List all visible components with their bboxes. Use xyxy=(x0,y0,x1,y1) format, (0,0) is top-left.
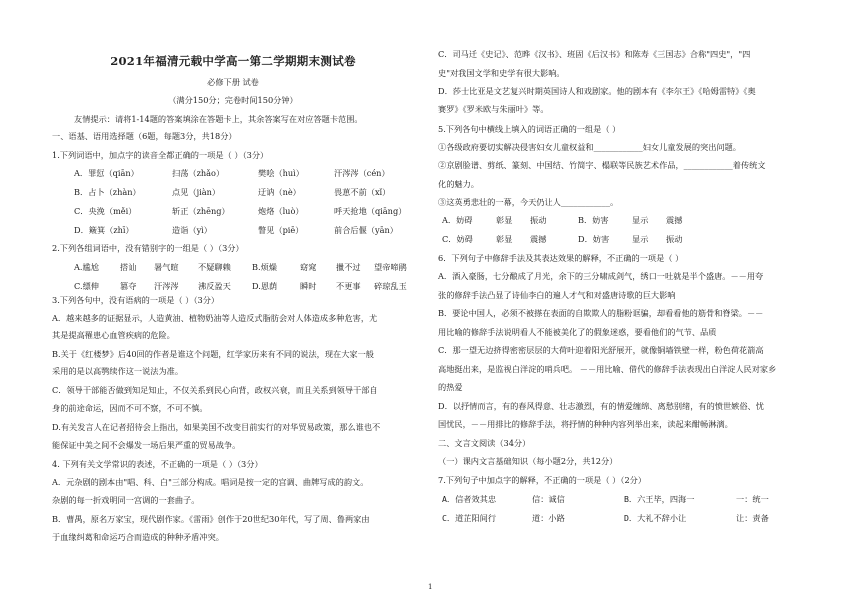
exam-score-time: （满分150分；完卷时间150分钟） xyxy=(168,95,298,105)
q1-option: 畏葸不前（xǐ） xyxy=(334,187,391,197)
q4-line: 于血缘纠葛和命运巧合而造成的种种矛盾冲突。 xyxy=(52,532,224,542)
q5-option: 振动 xyxy=(530,215,547,225)
q1-option: 樊哙（huì） xyxy=(258,168,304,178)
q1-option: 迂讷（nè） xyxy=(258,187,301,197)
q1-option: 扫荡（zhǎo） xyxy=(172,168,225,178)
q6-line: 高地挺出来，是监视白洋淀的哨兵吧。 －－用比喻、借代的修辞手法表现出白洋淀人民对家乡 xyxy=(438,364,777,374)
question-3: 3.下列各句中，没有语病的一项是（ ）（3分） xyxy=(52,295,220,305)
q7-option: 道：小路 xyxy=(532,513,565,523)
q5-option: D．妨害 xyxy=(578,234,610,244)
q5-line: ②京剧脸谱、剪纸、篆刻、中国结、竹简字、榻联等民族艺术作品，____________着传统文 xyxy=(438,160,766,170)
q7-option: 信：诚信 xyxy=(532,494,565,504)
q2-option: 汗涔涔 xyxy=(154,281,179,291)
q4-line: 赛罗》《罗米欧与朱丽叶》等。 xyxy=(438,104,549,114)
q6-line: B．要论中国人，必须不被搽在表面的自欺欺人的脂粉诓骗，却看看他的筋骨和脊梁。－－ xyxy=(438,308,764,318)
question-6: 6．下列句子中修辞手法及其表达效果的解释，不正确的一项是（ ） xyxy=(438,253,684,263)
q2-option: 不疑聊赖 xyxy=(198,262,231,272)
question-7: 7.下列句子中加点字的解释，不正确的一项是（ ）（2分） xyxy=(438,475,647,485)
q4-line: B．曹禺，原名万家宝，现代剧作家。《雷雨》创作于20世纪30年代，写了周、鲁两家由 xyxy=(52,514,370,524)
q2-option: 不更事 xyxy=(336,281,361,291)
q6-line: D．以抒情而言，有的春风得意、壮志激烈，有的情爱缠绵、离愁别绪，有的愤世嫉俗、忧 xyxy=(438,401,764,411)
q1-option: 前合后偃（yān） xyxy=(334,225,398,235)
q6-line: 国忧民，－－用排比的修辞手法，将抒情的种种内容列举出来，读起来酣畅淋漓。 xyxy=(438,419,733,429)
q4-line: C．司马迁《史记》、范晔《汉书》、班固《后汉书》和陈寿《三国志》合称"四史"，"四 xyxy=(438,49,751,59)
question-1: 1.下列词语中，加点字的读音全都正确的一项是（ ）（3分） xyxy=(52,150,269,160)
q5-option: 震撼 xyxy=(530,234,547,244)
q5-option: 彰显 xyxy=(496,234,513,244)
q2-option: 窈窕 xyxy=(300,262,317,272)
q6-line: A．酒入豪肠，七分酿成了月光，余下的三分啸成剑气，绣口一吐就是半个盛唐。－－用夸 xyxy=(438,271,764,281)
q3-line: 身的前途命运，因而不可不察，不可不慎。 xyxy=(52,403,208,413)
q5-option: C．妨碍 xyxy=(442,234,473,244)
q3-line: A．越来越多的证据显示，人造黄油、植物奶油等人造反式脂肪会对人体造成多种危害，尤 xyxy=(52,313,378,323)
question-4: 4. 下列有关文学常识的表述，不正确的一项是（ ）（3分） xyxy=(52,459,263,469)
q5-option: 彰显 xyxy=(496,215,513,225)
q1-option: 造诣（yì） xyxy=(172,225,212,235)
q2-option: A.尴尬 xyxy=(74,262,99,272)
q2-option: B.烦燥 xyxy=(252,262,277,272)
q2-option: 瞬时 xyxy=(300,281,317,291)
q5-option: 震撼 xyxy=(666,215,683,225)
q2-option: 暑气暄 xyxy=(154,262,179,272)
q2-option: 碎琼乱玉 xyxy=(374,281,407,291)
q2-option: D.恩荫 xyxy=(252,281,278,291)
exam-title: 2021年福清元载中学高一第二学期期末测试卷 xyxy=(110,54,356,68)
q1-option: B．占卜（zhàn） xyxy=(74,187,141,197)
q3-line: 采用的是以高鹗续作这一说法为准。 xyxy=(52,366,184,376)
q3-line: B.关于《红楼梦》后40回的作者是谁这个问题，红学家历来有不同的说法，现在大家一般 xyxy=(52,349,374,359)
exam-subtitle: 必修下册 试卷 xyxy=(207,77,259,87)
q5-option: B．妨害 xyxy=(578,215,609,225)
q5-line: 化的魅力。 xyxy=(438,179,479,189)
q7-option: 一：统一 xyxy=(736,494,769,504)
q2-option: C.缥伸 xyxy=(74,281,99,291)
subsection-heading: （一）课内文言基础知识（每小题2分，共12分） xyxy=(438,456,618,466)
q3-line: C．领导干部能否做到知足知止，不仅关系到民心向背，政权兴衰，而且关系到领导干部自 xyxy=(52,385,378,395)
question-5: 5.下列各句中横线上填入的词语正确的一组是（ ） xyxy=(438,124,621,134)
q6-line: 用比喻的修辞手法说明看人不能被美化了的假象迷惑，要看他们的气节、品质 xyxy=(438,327,717,337)
q4-line: A．元杂剧的剧本由"唱、科、白"三部分构成。唱词是按一定的宫调、曲牌写成的韵文。 xyxy=(52,477,369,487)
q6-line: 张的修辞手法凸显了诗仙李白的遍人才气和对盛唐诗歌的巨大影响 xyxy=(438,290,676,300)
q5-option: 显示 xyxy=(632,215,649,225)
q7-option: A．信者效其忠 xyxy=(442,494,497,504)
q1-option: A．罪愆（qiān） xyxy=(74,168,139,178)
question-2: 2.下列各组词语中，没有错别字的一组是（ ）（3分） xyxy=(52,243,244,253)
q1-option: D．簸箕（zhī） xyxy=(74,225,134,235)
q7-option: C．道芷阳间行 xyxy=(442,513,497,523)
page-number: 1 xyxy=(428,583,433,591)
q6-line: C．那一望无边挤得密密层层的大荷叶迎着阳光舒展开，就像铜墙铁壁一样，粉色荷花箭高 xyxy=(438,345,764,355)
q2-option: 望帝啼鹃 xyxy=(374,262,407,272)
q5-option: 显示 xyxy=(632,234,649,244)
q1-option: 汗涔涔（cén） xyxy=(334,168,390,178)
section-1-heading: 一、语基、语用选择题（6题，每题3分，共18分） xyxy=(52,131,237,141)
q7-option: B．六王毕，四海一 xyxy=(624,494,695,504)
q1-option: 瞥见（piē） xyxy=(258,225,304,235)
q7-option: 让：责备 xyxy=(736,513,769,523)
q3-line: 其是提高罹患心血管疾病的危险。 xyxy=(52,330,175,340)
q5-option: A．妨碍 xyxy=(442,215,473,225)
q1-option: C．央浼（měi） xyxy=(74,206,137,216)
section-2-heading: 二、文言文阅读（34分） xyxy=(438,438,531,448)
q4-line: D．莎士比亚是文艺复兴时期英国诗人和戏剧家。他的剧本有《李尔王》《哈姆雷特》《奥 xyxy=(438,86,756,96)
q5-line: ①各级政府要切实解决侵害妇女儿童权益和____________妇女儿童发展的突出问题。 xyxy=(438,142,741,152)
q2-option: 篡夺 xyxy=(120,281,137,291)
q1-option: 斩正（zhēng） xyxy=(172,206,230,216)
q6-line: 的热爱 xyxy=(438,382,463,392)
q7-option: D．大礼不辞小让 xyxy=(624,513,687,523)
q4-line: 史"对我国文学和史学有很大影响。 xyxy=(438,68,565,78)
tip-text: 友情提示：请将1-14题的答案填涂在答题卡上，其余答案写在对应答题卡范围。 xyxy=(74,114,363,124)
q3-line: D.有关发言人在记者招待会上指出，如果美国不改变目前实行的对华贸易政策，那么谁也不 xyxy=(52,422,381,432)
q2-option: 擸不过 xyxy=(336,262,361,272)
q5-line: ③这英勇悲壮的一幕，今天仍让人____________。 xyxy=(438,197,619,207)
q1-option: 呼天抢地（qiāng） xyxy=(334,206,407,216)
q2-option: 搭讪 xyxy=(120,262,137,272)
q3-line: 能保证中美之间不会爆发一场后果严重的贸易战争。 xyxy=(52,440,241,450)
q1-option: 点见（jiàn） xyxy=(172,187,221,197)
q2-option: 沸反盈天 xyxy=(198,281,231,291)
q4-line: 杂剧的每一折戏明同一宫调的一套曲子。 xyxy=(52,495,200,505)
q1-option: 炮烙（luò） xyxy=(258,206,304,216)
q5-option: 振动 xyxy=(666,234,683,244)
